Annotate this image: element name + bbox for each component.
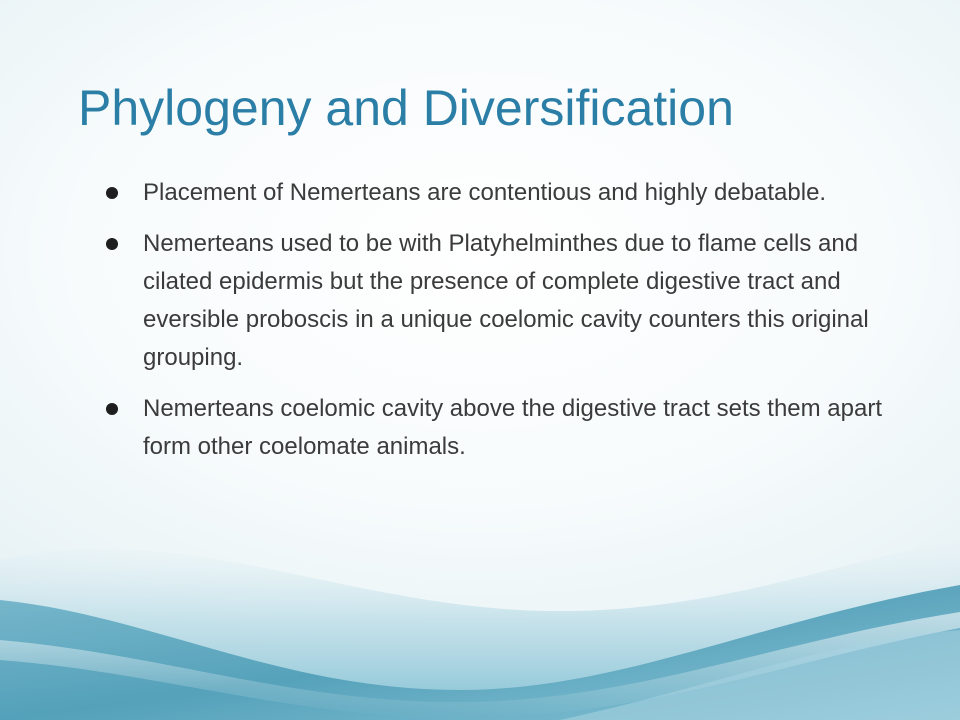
bullet-item: [106, 225, 896, 377]
bullet-dot-icon: [106, 187, 118, 199]
bullet-text: Nemerteans used to be with Platyhelminthes due to flame cells and cilated epidermis but the presence of complete digestive tract and eversible proboscis in a unique coelomic cavity counters this original grouping.: [143, 230, 869, 371]
bullet-item: [106, 174, 896, 212]
bullet-item: [106, 390, 896, 466]
bullet-dot-icon: [106, 238, 118, 250]
bullet-list: [106, 174, 896, 479]
bullet-text: Placement of Nemerteans are contentious and highly debatable.: [143, 179, 827, 206]
bullet-dot-icon: [106, 403, 118, 415]
slide-title: Phylogeny and Diversification: [78, 80, 734, 136]
bullet-text: Nemerteans coelomic cavity above the digestive tract sets them apart form other coelomate animals.: [143, 395, 883, 460]
